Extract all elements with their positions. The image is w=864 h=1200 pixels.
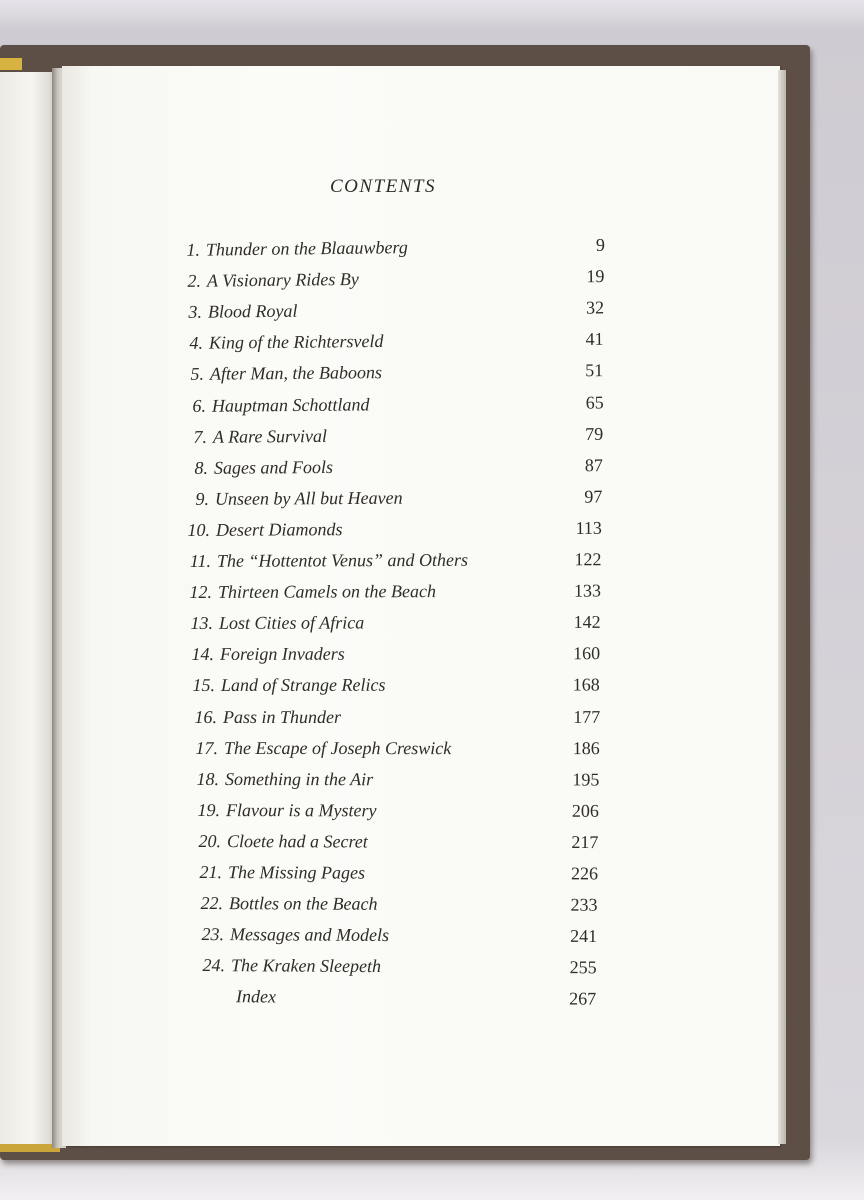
chapter-title: Index	[236, 986, 277, 1007]
toc-entry	[191, 769, 599, 795]
toc-entry	[187, 675, 600, 702]
toc-entry	[183, 549, 602, 577]
chapter-number: 20.	[198, 830, 221, 851]
toc-entry	[173, 266, 605, 297]
chapter-number: 24.	[202, 955, 226, 976]
page-number: 79	[584, 423, 603, 444]
chapter-title: The Escape of Joseph Creswick	[223, 737, 451, 758]
chapter-title: King of the Richtersveld	[209, 331, 384, 353]
chapter-title: Thirteen Camels on the Beach	[218, 581, 437, 602]
page-number: 241	[570, 926, 598, 947]
toc-entry	[176, 361, 603, 391]
page-number: 226	[570, 863, 599, 884]
chapter-title: Unseen by All but Heaven	[214, 487, 403, 509]
chapter-title: Flavour is a Mystery	[225, 799, 377, 821]
toc-entry	[184, 581, 601, 608]
chapter-title: Blood Royal	[208, 300, 298, 322]
chapter-title: Hauptman Schottland	[211, 393, 370, 416]
toc-entry	[172, 235, 605, 266]
chapter-number: 14.	[191, 644, 215, 665]
page-number: 267	[569, 988, 597, 1010]
toc-entry	[175, 329, 604, 359]
chapter-title: Messages and Models	[230, 924, 390, 946]
page-number: 255	[569, 957, 598, 978]
toc-entry	[181, 486, 603, 515]
chapter-number: 5.	[190, 364, 205, 385]
page-number: 51	[585, 360, 604, 381]
chapter-number: 4.	[189, 333, 204, 354]
toc-entry	[197, 955, 597, 983]
chapter-title: A Rare Survival	[212, 425, 327, 447]
chapter-number: 8.	[194, 457, 208, 478]
toc-entry	[174, 298, 604, 329]
chapter-title: The Missing Pages	[227, 862, 366, 883]
toc-entry	[194, 862, 598, 889]
page-number: 195	[572, 769, 600, 790]
page-number: 9	[595, 234, 606, 255]
chapter-number: 3.	[188, 301, 203, 323]
toc-entry	[180, 455, 603, 484]
page-number: 122	[574, 549, 602, 570]
chapter-title: After Man, the Baboons	[210, 362, 383, 385]
page-number: 19	[586, 266, 605, 287]
chapter-number: 17.	[195, 737, 218, 758]
chapter-title: Foreign Invaders	[220, 643, 346, 665]
chapter-title: Land of Strange Relics	[221, 675, 386, 696]
chapter-number: 10.	[187, 519, 210, 540]
page-title: CONTENTS	[330, 176, 436, 197]
toc-entry	[188, 706, 599, 732]
page-number: 65	[585, 391, 604, 413]
toc-entry	[196, 924, 597, 952]
toc-entry	[193, 831, 599, 858]
toc-entry-index	[198, 986, 596, 1015]
chapter-title: Sages and Fools	[213, 456, 333, 478]
chapter-number: 21.	[199, 862, 223, 883]
chapter-title: The Kraken Sleepeth	[231, 955, 382, 977]
chapter-number: 23.	[201, 924, 225, 945]
page-number: 41	[585, 329, 604, 350]
toc-entry	[190, 738, 600, 764]
chapter-title: Thunder on the Blaauwberg	[205, 237, 408, 260]
chapter-number: 9.	[195, 488, 209, 509]
toc-entry	[186, 643, 600, 670]
chapter-title: The “Hottentot Venus” and Others	[216, 549, 469, 571]
chapter-number: 2.	[187, 270, 202, 291]
chapter-title: Lost Cities of Africa	[219, 612, 365, 634]
chapter-number: 16.	[193, 706, 217, 727]
page-number: 177	[572, 706, 600, 727]
toc-entry	[182, 518, 602, 546]
chapter-number: 1.	[186, 239, 201, 260]
chapter-number: 22.	[200, 893, 224, 914]
page-number: 160	[573, 643, 601, 664]
page-number: 168	[573, 674, 601, 695]
chapter-number: 6.	[191, 395, 206, 416]
page-number: 133	[574, 580, 602, 601]
chapter-number: 11.	[189, 550, 212, 571]
page-number: 186	[572, 737, 600, 758]
toc-entry	[192, 800, 599, 827]
chapter-title: A Visionary Rides By	[206, 268, 359, 291]
toc-entry	[195, 893, 598, 921]
page-number: 97	[584, 486, 603, 507]
chapter-number: 13.	[190, 613, 214, 634]
chapter-title: Pass in Thunder	[222, 706, 341, 727]
toc-entry	[177, 392, 603, 422]
toc-entry	[185, 612, 601, 639]
page-number: 233	[570, 894, 598, 915]
page-number: 142	[573, 612, 601, 633]
page-number: 206	[571, 800, 599, 821]
chapter-title: Cloete had a Secret	[226, 830, 368, 852]
page-number: 87	[584, 454, 603, 475]
chapter-title: Something in the Air	[224, 768, 373, 789]
chapter-title: Desert Diamonds	[215, 519, 343, 540]
page-number: 113	[575, 517, 602, 538]
chapter-number: 19.	[197, 799, 220, 820]
chapter-number: 12.	[189, 581, 213, 603]
chapter-number: 15.	[192, 675, 216, 696]
page-number: 32	[586, 297, 605, 318]
chapter-title: Bottles on the Beach	[229, 893, 378, 914]
chapter-number: 18.	[196, 768, 219, 789]
page-number: 217	[571, 831, 599, 852]
toc-entry	[178, 423, 602, 452]
chapter-number: 7.	[192, 426, 207, 447]
